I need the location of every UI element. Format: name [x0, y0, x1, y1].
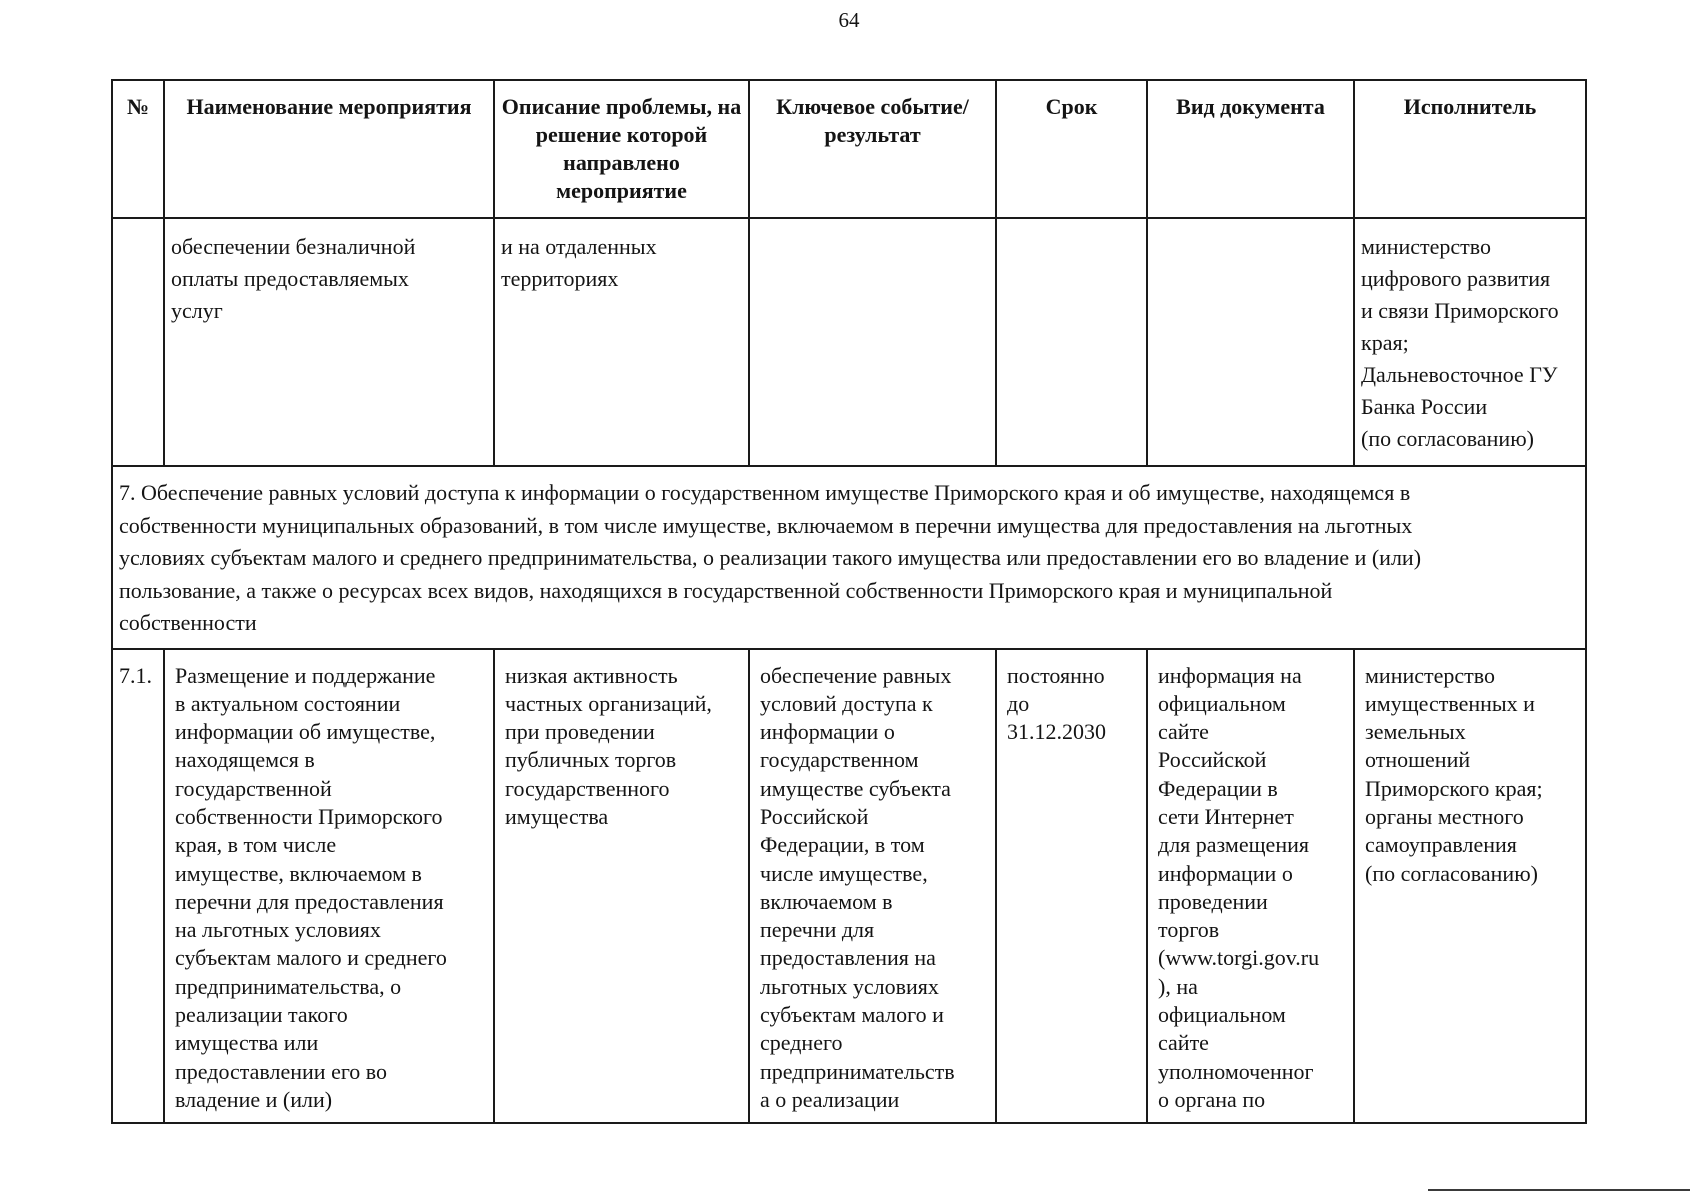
- table-row-continued: [112, 218, 1586, 466]
- cell-line: сайте: [1158, 1030, 1209, 1056]
- cell-line: постоянно: [1007, 662, 1105, 688]
- cell-deadline: [996, 218, 1147, 466]
- cell-line: при проведении: [505, 719, 655, 745]
- cell-line: сайте: [1158, 719, 1209, 745]
- cell-line: находящемся в: [175, 747, 315, 773]
- cell-line: сети Интернет: [1158, 803, 1294, 829]
- cell-problem: [494, 649, 749, 1124]
- header-number: №: [112, 80, 164, 218]
- cell-line: имуществе, включаемом в: [175, 860, 422, 886]
- cell-line: среднего: [760, 1030, 843, 1056]
- cell-line: отношений: [1365, 747, 1471, 773]
- cell-line: Федерации, в том: [760, 832, 925, 858]
- header-document-type: Вид документа: [1147, 80, 1354, 218]
- header-problem-description: Описание проблемы, на решение которой направлено мероприятие: [494, 80, 749, 218]
- cell-line: условий доступа к: [760, 690, 933, 716]
- cell-line: частных организаций,: [505, 690, 712, 716]
- table-header-row: [112, 80, 1586, 218]
- cell-line: государственном: [760, 747, 919, 773]
- cell-line: государственного: [505, 775, 670, 801]
- cell-line: края;: [1361, 330, 1409, 355]
- cell-line: льготных условиях: [760, 973, 939, 999]
- cell-result: [749, 649, 996, 1124]
- cell-line: условиях субъектам малого и среднего предпринимательства, о реализации такого имущества или предоставлении его во владение и (или): [119, 545, 1422, 570]
- cell-document: [1147, 218, 1354, 466]
- cell-line: собственности муниципальных образований, в том числе имуществе, включаемом в перечни имущества для предоставления на льготных: [119, 512, 1413, 538]
- cell-line: предпринимательств: [760, 1058, 955, 1084]
- cell-line: низкая активность: [505, 662, 678, 688]
- cell-line: собственности Приморского: [175, 803, 443, 829]
- cell-line: Банка России: [1361, 394, 1488, 419]
- cell-line: государственной: [175, 775, 332, 801]
- header-key-result: Ключевое событие/результат: [749, 80, 996, 218]
- table-row-7-1: [112, 649, 1586, 1124]
- cell-event-name: [164, 218, 494, 466]
- cell-line: публичных торгов: [505, 747, 677, 773]
- cell-line: официальном: [1158, 690, 1286, 716]
- cell-line: включаемом в: [760, 888, 893, 914]
- page-number: 64: [838, 8, 860, 32]
- cell-line: владение и (или): [175, 1086, 333, 1112]
- header-deadline: Срок: [996, 80, 1147, 218]
- cell-line: Дальневосточное ГУ: [1361, 362, 1558, 387]
- cell-deadline: [996, 649, 1147, 1124]
- cell-line: официальном: [1158, 1002, 1286, 1028]
- cell-line: Размещение и поддержание: [175, 662, 436, 688]
- cell-line: услуг: [171, 298, 223, 323]
- cell-line: имущества: [505, 803, 609, 829]
- cell-executor: [1354, 649, 1586, 1124]
- cell-event-name: [164, 649, 494, 1124]
- cell-line: имуществе субъекта: [760, 775, 951, 801]
- cell-line: до: [1007, 690, 1030, 716]
- cell-line: пользование, а также о ресурсах всех видов, находящихся в государственной собственности Приморского края и муниципальной: [119, 577, 1333, 603]
- footer-rule: [1428, 1189, 1690, 1191]
- cell-line: министерство: [1361, 234, 1492, 259]
- cell-line: 31.12.2030: [1007, 719, 1106, 745]
- cell-line: (по согласованию): [1365, 860, 1538, 886]
- cell-line: предпринимательства, о: [175, 973, 402, 999]
- cell-line: и на отдаленных: [501, 234, 657, 259]
- cell-number: [112, 218, 164, 466]
- cell-line: министерство: [1365, 662, 1496, 688]
- cell-line: числе имуществе,: [760, 860, 928, 886]
- cell-executor: [1354, 218, 1586, 466]
- cell-line: органы местного: [1365, 803, 1524, 829]
- events-table: [111, 79, 1587, 1124]
- cell-line: на льготных условиях: [175, 917, 381, 943]
- cell-line: для размещения: [1158, 832, 1309, 858]
- cell-line: самоуправления: [1365, 832, 1517, 858]
- cell-line: обеспечение равных: [760, 662, 952, 688]
- cell-line: информации о: [760, 719, 895, 745]
- cell-line: имущества или: [175, 1030, 319, 1056]
- cell-line: Российской: [1158, 747, 1267, 773]
- cell-line: Российской: [760, 803, 869, 829]
- cell-line: цифрового развития: [1361, 266, 1551, 291]
- cell-line: Приморского края;: [1365, 775, 1543, 801]
- cell-problem: [494, 218, 749, 466]
- cell-line: перечни для: [760, 917, 875, 943]
- cell-line: а о реализации: [760, 1086, 900, 1112]
- cell-line: оплаты предоставляемых: [171, 266, 409, 291]
- cell-document: [1147, 649, 1354, 1124]
- section-7-heading: [112, 466, 1586, 649]
- cell-line: предоставлении его во: [175, 1058, 388, 1084]
- cell-line: информации о: [1158, 860, 1293, 886]
- cell-line: предоставления на: [760, 945, 936, 971]
- cell-line: (www.torgi.gov.ru: [1158, 945, 1320, 971]
- cell-line: проведении: [1158, 888, 1268, 914]
- cell-line: территориях: [501, 266, 619, 291]
- cell-line: о органа по: [1158, 1086, 1266, 1112]
- cell-line: информация на: [1158, 662, 1302, 688]
- cell-line: Федерации в: [1158, 775, 1278, 801]
- cell-line: в актуальном состоянии: [175, 690, 401, 716]
- cell-line: обеспечении безналичной: [171, 234, 416, 259]
- cell-line: (по согласованию): [1361, 426, 1534, 451]
- cell-result: [749, 218, 996, 466]
- cell-line: информации об имуществе,: [175, 719, 436, 745]
- cell-line: 7. Обеспечение равных условий доступа к информации о государственном имуществе Приморского края и об имуществе, находящемся в: [119, 480, 1411, 505]
- cell-line: собственности: [119, 610, 257, 635]
- cell-line: торгов: [1158, 917, 1220, 943]
- cell-number: 7.1.: [112, 649, 164, 1124]
- cell-line: субъектам малого и среднего: [175, 945, 447, 971]
- cell-line: края, в том числе: [175, 832, 337, 858]
- cell-line: земельных: [1365, 719, 1466, 745]
- section-row-7: [112, 466, 1586, 649]
- cell-line: ), на: [1158, 973, 1198, 999]
- header-event-name: Наименование мероприятия: [164, 80, 494, 218]
- cell-line: перечни для предоставления: [175, 888, 444, 914]
- cell-line: и связи Приморского: [1361, 298, 1559, 323]
- cell-line: реализации такого: [175, 1002, 348, 1028]
- cell-line: субъектам малого и: [760, 1002, 944, 1028]
- cell-line: уполномоченног: [1158, 1058, 1314, 1084]
- header-executor: Исполнитель: [1354, 80, 1586, 218]
- cell-line: имущественных и: [1365, 690, 1535, 716]
